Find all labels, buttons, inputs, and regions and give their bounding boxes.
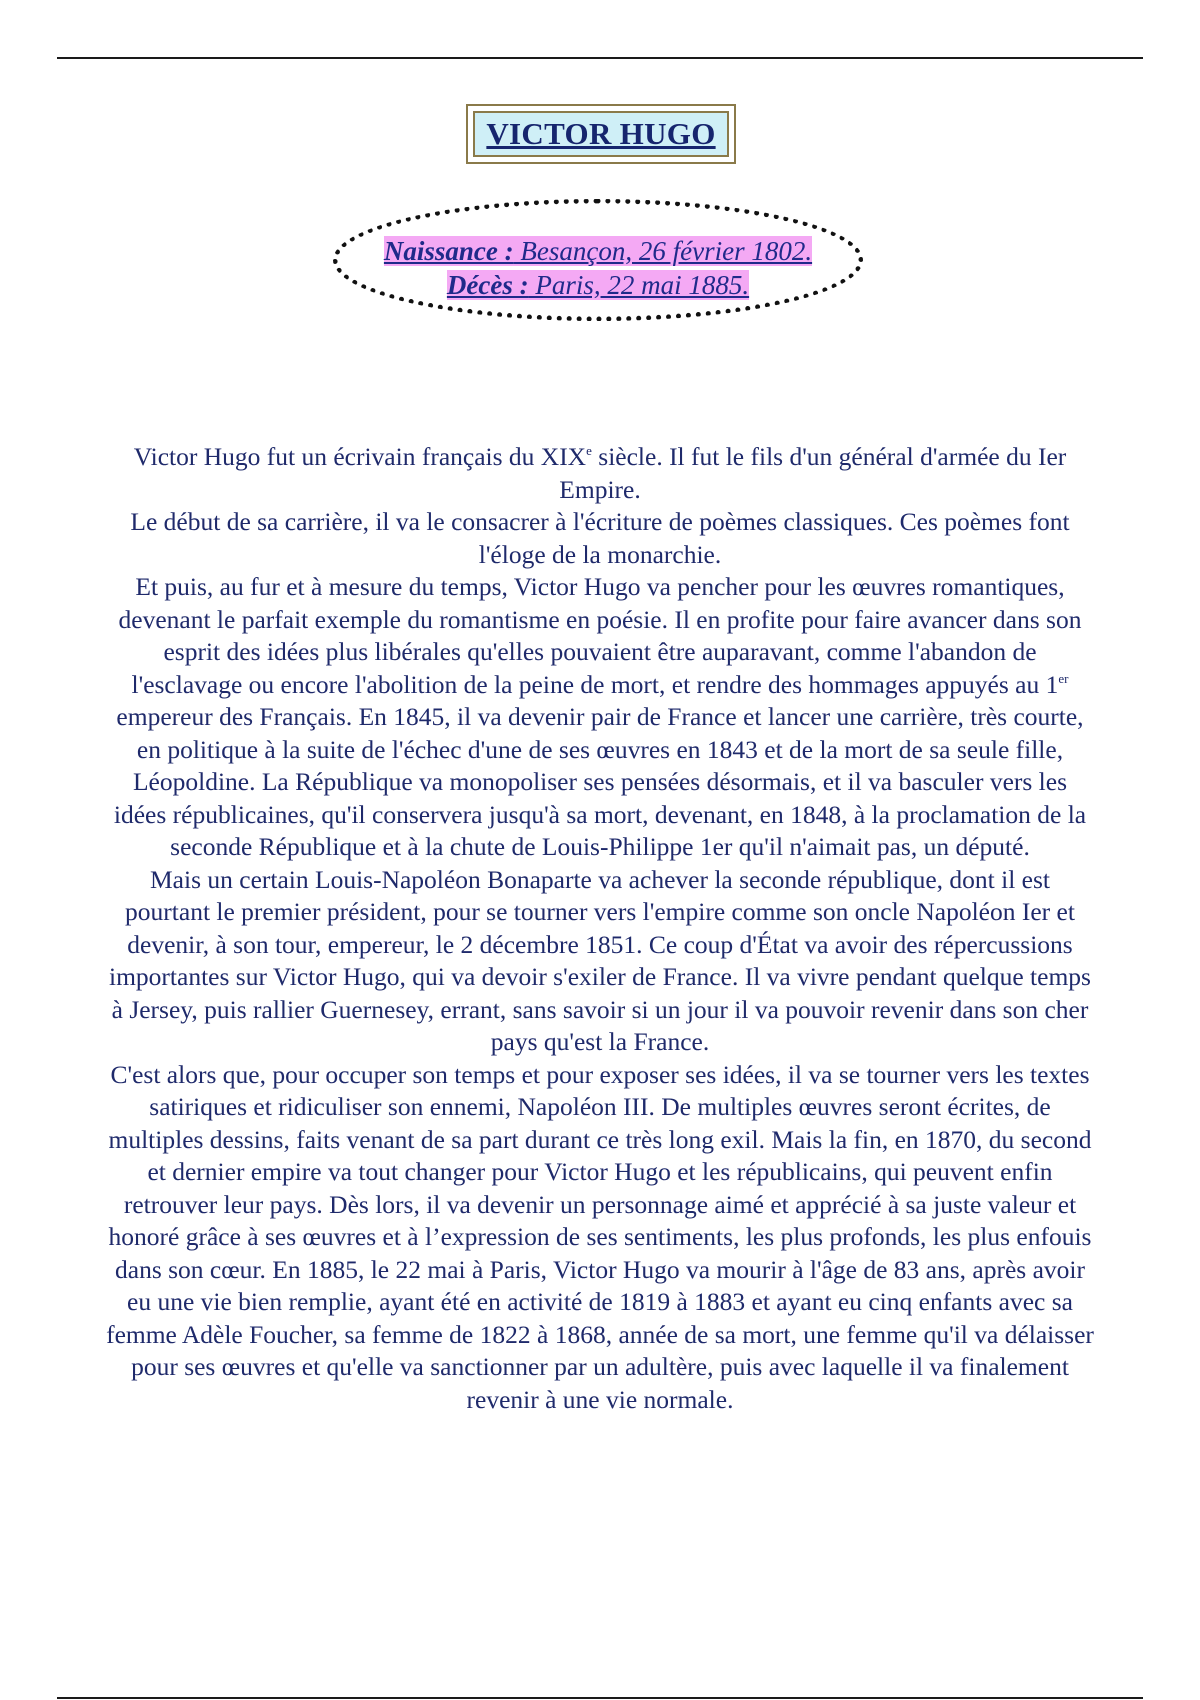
bio-paragraph-2: Le début de sa carrière, il va le consacrer à l'écriture de poèmes classiques. Ces poèmes font l'éloge de la monarchie. [130,507,1070,569]
birth-value: Besançon, 26 février 1802. [513,236,813,266]
bio-paragraph-3 [105,571,1095,864]
page-title: VICTOR HUGO [486,116,716,151]
title-box [473,111,729,157]
bottom-rule [57,1697,1143,1699]
title-frame [466,104,736,164]
bio-paragraph-1 [105,441,1095,506]
death-value: Paris, 22 mai 1885. [528,270,750,300]
birth-line [333,234,863,268]
bio-p3-text-a: Et puis, au fur et à mesure du temps, Victor Hugo va pencher pour les œuvres romantiques, devenant le parfait exemple du romantisme en poésie. Il en profite pour faire avancer dans son esprit des idées plus libérales qu'elles pouvaient être auparavant, comme l'abandon de l'esclavage ou encore l'abolition de la peine de mort, et rendre des hommages appuyés au 1 [118,572,1082,699]
bio-paragraph-4: Mais un certain Louis-Napoléon Bonaparte va achever la seconde république, dont il est pourtant le premier président, pour se tourner vers l'empire comme son oncle Napoléon Ier et devenir, à son tour, empereur, le 2 décembre 1851. Ce coup d'État va avoir des répercussions importantes sur Victor Hugo, qui va devoir s'exiler de France. Il va vivre pendant quelque temps à Jersey, puis rallier Guernesey, errant, sans savoir si un jour il va pouvoir revenir dans son cher pays qu'est la France. [109,864,1091,1056]
birth-highlight [384,236,812,266]
death-line [333,268,863,302]
death-label: Décès : [446,270,529,300]
bio-p1-text-b: siècle. Il fut le fils d'un général d'armée du Ier Empire. [559,442,1067,504]
dates-block [333,234,863,302]
bio-p1-text-a: Victor Hugo fut un écrivain français du XIX [133,442,587,471]
birth-label: Naissance : [383,236,514,266]
bio-p3-superscript: er [1058,670,1069,686]
bio-paragraph-5: C'est alors que, pour occuper son temps et pour exposer ses idées, il va se tourner vers les textes satiriques et ridiculiser son ennemi, Napoléon III. De multiples œuvres seront écrites, de multiples dessins, faits venant de sa part durant ce très long exil. Mais la fin, en 1870, du second et dernier empire va tout changer pour Victor Hugo et les républicains, qui peuvent enfin retrouver leur pays. Dès lors, il va devenir un personnage aimé et apprécié à sa juste valeur et honoré grâce à ses œuvres et à l’expression de ses sentiments, les plus profonds, les plus enfouis dans son cœur. En 1885, le 22 mai à Paris, Victor Hugo va mourir à l'âge de 83 ans, après avoir eu une vie bien remplie, ayant été en activité de 1819 à 1883 et ayant eu cinq enfants avec sa femme Adèle Foucher, sa femme de 1822 à 1868, année de sa mort, une femme qu'il va délaisser pour ses œuvres et qu'elle va sanctionner par un adultère, puis avec laquelle il va finalement revenir à une vie normale. [106,1059,1094,1414]
bio-p3-text-b: empereur des Français. En 1845, il va devenir pair de France et lancer une carrière, très courte, en politique à la suite de l'échec d'une de ses œuvres en 1843 et de la mort de sa seule fille, Léopoldine. La République va monopoliser ses pensées désormais, et il va basculer vers les idées républicaines, qu'il conservera jusqu'à sa mort, devenant, en 1848, à la proclamation de la seconde République et à la chute de Louis-Philippe 1er qu'il n'aimait pas, un député. [113,702,1087,861]
top-rule [57,57,1143,59]
death-highlight [447,270,749,300]
bio-p1-superscript: e [586,443,592,458]
biography-text [105,441,1095,1416]
